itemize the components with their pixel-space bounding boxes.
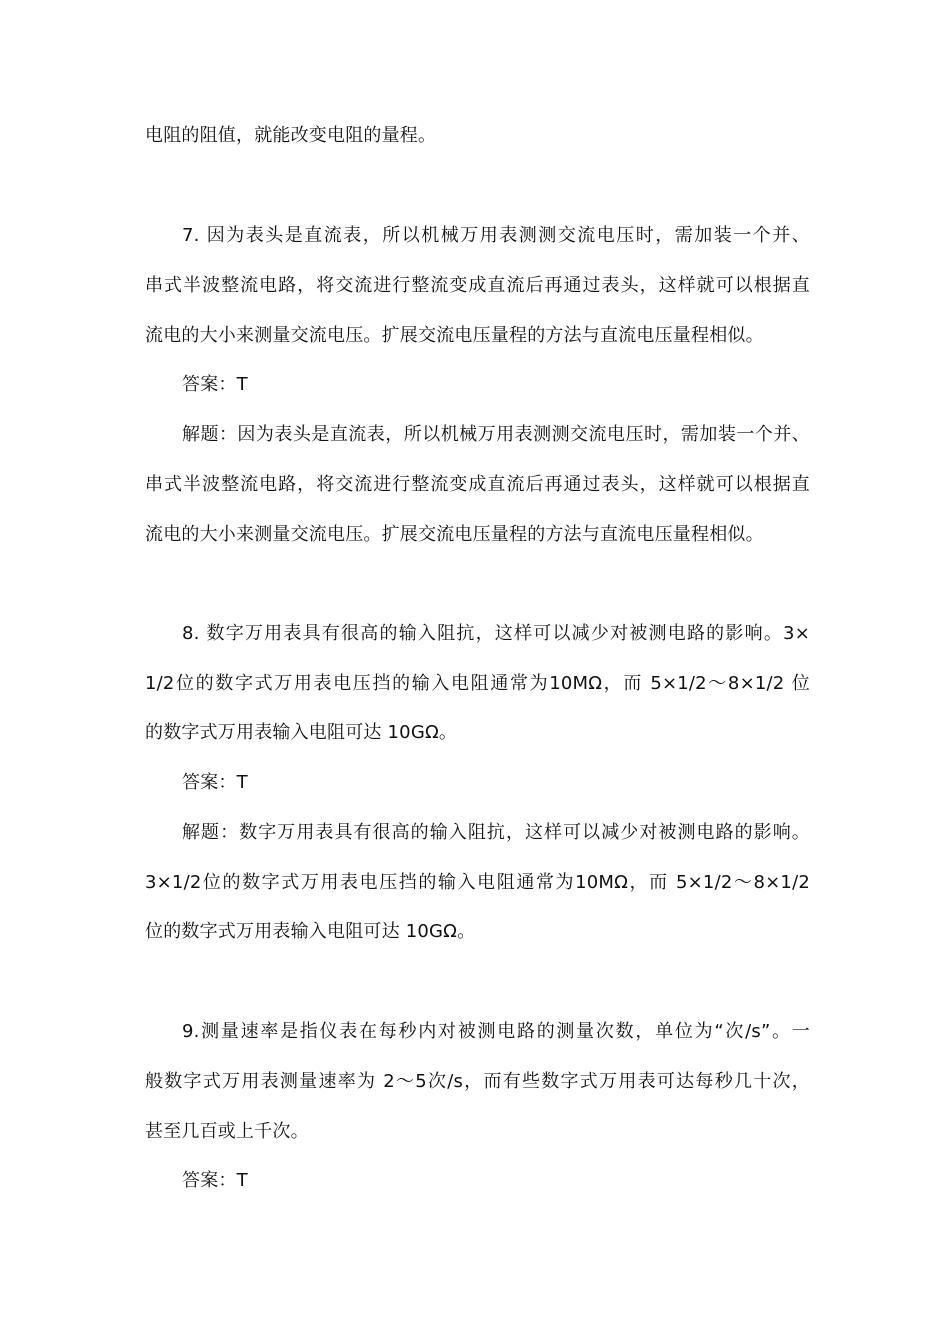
question-8-line-1: 8. 数字万用表具有很高的输入阻抗，这样可以减少对被测电路的影响。3× — [182, 623, 810, 644]
answer-9: 答案：T — [182, 1170, 248, 1191]
question-9-line-3: 甚至几百或上千次。 — [145, 1121, 309, 1142]
explanation-7-line-3: 流电的大小来测量交流电压。扩展交流电压量程的方法与直流电压量程相似。 — [145, 524, 764, 545]
question-7-line-1: 7. 因为表头是直流表，所以机械万用表测测交流电压时，需加装一个并、 — [182, 225, 810, 246]
question-7-line-3: 流电的大小来测量交流电压。扩展交流电压量程的方法与直流电压量程相似。 — [145, 325, 764, 346]
text-line-resistance: 电阻的阻值，就能改变电阻的量程。 — [145, 125, 437, 146]
explanation-7-line-2: 串式半波整流电路，将交流进行整流变成直流后再通过表头，这样就可以根据直 — [145, 474, 810, 495]
question-8-line-2: 1/2位的数字式万用表电压挡的输入电阻通常为10MΩ，而 5×1/2～8×1/2 位 — [145, 673, 810, 694]
answer-8: 答案：T — [182, 772, 248, 793]
answer-7: 答案：T — [182, 374, 248, 395]
explanation-8-line-2: 3×1/2位的数字式万用表电压挡的输入电阻通常为10MΩ，而 5×1/2～8×1/2 — [145, 872, 810, 893]
question-9-line-1: 9.测量速率是指仪表在每秒内对被测电路的测量次数，单位为“次/s”。一 — [182, 1021, 810, 1042]
question-9-line-2: 般数字式万用表测量速率为 2～5次/s，而有些数字式万用表可达每秒几十次， — [145, 1071, 810, 1092]
question-8-line-3: 的数字式万用表输入电阻可达 10GΩ。 — [145, 722, 458, 743]
explanation-7-line-1: 解题：因为表头是直流表，所以机械万用表测测交流电压时，需加装一个并、 — [182, 424, 810, 445]
explanation-8-line-3: 位的数字式万用表输入电阻可达 10GΩ。 — [145, 921, 476, 942]
explanation-8-line-1: 解题：数字万用表具有很高的输入阻抗，这样可以减少对被测电路的影响。 — [182, 822, 810, 843]
question-7-line-2: 串式半波整流电路，将交流进行整流变成直流后再通过表头，这样就可以根据直 — [145, 275, 810, 296]
